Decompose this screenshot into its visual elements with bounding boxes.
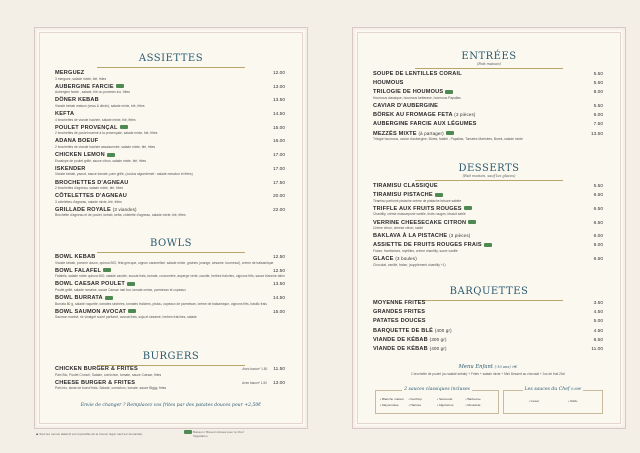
menu-item-extra: (400 gr) xyxy=(434,327,452,333)
menu-item-price: 16.00 xyxy=(272,139,285,145)
menu-item xyxy=(373,346,603,352)
menu-item-row xyxy=(55,166,285,172)
menu-item-price: 4.50 xyxy=(593,328,603,334)
menu-item-price: 3.50 xyxy=(593,301,603,306)
menu-item xyxy=(373,103,603,109)
menu-item-desc: 2 brochettes de viande hachée assaisonnée, salade mixte, blé, frites xyxy=(55,144,156,149)
menu-item-name-text: BÖREK AU FROMAGE FETA xyxy=(373,112,453,119)
halal-icon: ◆ xyxy=(36,432,39,436)
barquettes-list xyxy=(373,300,603,355)
menu-item-price: 6.00 xyxy=(593,113,603,119)
menu-item xyxy=(373,233,603,239)
menu-item-name xyxy=(373,309,425,315)
menu-item-row xyxy=(373,300,603,306)
menu-item-price: 6.50 xyxy=(593,206,603,212)
menu-item xyxy=(55,366,285,377)
menu-item-name-text: AUBERGINE FARCIE AUX LÉGUMES xyxy=(373,121,477,128)
vegetarian-badge-icon xyxy=(184,430,192,434)
sauce-option: • Ketchup xyxy=(408,397,422,401)
vegetarian-badge-icon xyxy=(445,90,453,94)
menu-item-name xyxy=(55,152,115,158)
menu-item xyxy=(55,84,285,95)
menu-item-desc: Pain bio, steak de boeuf frais, Salade, cornichon, tomate, sauce Biggy, frites xyxy=(55,386,167,391)
sauce-option-label: Ketchup xyxy=(410,397,422,401)
menu-item-name xyxy=(373,121,477,127)
menu-item-row xyxy=(55,125,285,131)
menu-item-price: 8.50 xyxy=(593,337,603,343)
menu-item xyxy=(373,220,603,231)
menu-item-name-text: TRIFFLE AUX FRUITS ROUGES xyxy=(373,205,462,212)
menu-item-name-text: CÔTELETTES D'AGNEAU xyxy=(55,193,127,200)
sauces-chef-box xyxy=(503,387,603,414)
vegetarian-badge-icon xyxy=(116,84,124,88)
vegetarian-badge-icon xyxy=(128,309,136,313)
menu-item-name xyxy=(373,103,438,109)
menu-item-name xyxy=(55,281,135,287)
menu-item-name xyxy=(373,318,426,324)
section-title-entrees: ENTRÉES xyxy=(461,51,517,62)
menu-item xyxy=(373,71,603,77)
menu-item-name xyxy=(55,295,113,301)
menu-item xyxy=(55,125,285,136)
sauces-classiques-box xyxy=(375,387,499,414)
menu-item-name-text: CHEESE BURGER & FRITES xyxy=(55,379,136,386)
menu-item-row xyxy=(373,89,603,95)
menu-item xyxy=(373,328,603,334)
sauce-option-label: Moutarde xyxy=(467,403,481,407)
menu-item-row xyxy=(373,309,603,315)
title-divider xyxy=(415,180,563,181)
menu-item-price: 5.50 xyxy=(593,104,603,110)
menu-item xyxy=(55,309,285,320)
menu-item-desc: Brochette d'agneau et de poulet, kebab, kefta, côtelette d'agneau, salade mixte, blé, frites xyxy=(55,213,186,218)
menu-item-price: 12.00 xyxy=(272,71,285,76)
menu-item xyxy=(373,206,603,217)
menu-item-row xyxy=(55,254,285,260)
menu-item-price: 11.50 xyxy=(273,367,285,372)
menu-item-desc: Chantilly, crème mascarpone vanille, fruits rouges, biscuit sablé xyxy=(373,212,466,217)
menu-item xyxy=(55,193,285,204)
menu-item-desc: Viande kebab, pomme douce, quinoa BIO, féta grecque, oignon caramélisé, salade mixte, graines (orange, sésame, tournesol), crème de balsamique xyxy=(55,260,274,265)
menu-item-name xyxy=(373,112,476,118)
menu-item xyxy=(373,112,603,118)
title-divider xyxy=(415,68,563,69)
menu-item-name xyxy=(55,268,111,274)
veg-legend xyxy=(182,430,244,438)
menu-item xyxy=(55,152,285,163)
menu-item-price: 15.00 xyxy=(272,125,285,131)
menu-item-price: 5.50 xyxy=(593,72,603,77)
menu-item-name-text: KEFTA xyxy=(55,111,75,118)
menu-item-row xyxy=(373,131,603,137)
menu-item-name-text: VERRINE CHEESECAKE CITRON xyxy=(373,219,467,226)
vegetarian-badge-icon xyxy=(468,220,476,224)
menu-item-price: 14.50 xyxy=(272,112,285,118)
menu-item-price: 4.50 xyxy=(593,310,603,316)
vegetarian-badge-icon xyxy=(107,153,115,157)
menu-item-name-text: MOYENNE FRITES xyxy=(373,300,426,306)
sauce-option: • Mayonnaise xyxy=(380,403,399,407)
menu-item xyxy=(55,111,285,122)
section-title-barquettes: BARQUETTES xyxy=(449,286,529,297)
veg-legend-sub: Végétarien xyxy=(193,434,208,439)
menu-item-price: 17.50 xyxy=(272,180,285,186)
sauces-chef-price: 0.60€ xyxy=(571,387,582,391)
menu-item-price: 13.00 xyxy=(272,84,285,90)
menu-item-name xyxy=(373,131,454,137)
sauce-option-label: Barbecue xyxy=(467,397,481,401)
menu-enfant-age: (-10 ans) xyxy=(494,365,511,369)
menu-item xyxy=(55,295,285,306)
menu-item-row xyxy=(373,80,603,86)
menu-item-name xyxy=(373,346,447,352)
vegetarian-badge-icon xyxy=(435,193,443,197)
menu-item-price: 6.50 xyxy=(593,220,603,226)
menu-item-price: 11.00 xyxy=(591,346,603,352)
menu-item-name-text: ADANA BOEUF xyxy=(55,138,99,145)
menu-item-name-text: BOWL FALAFEL xyxy=(55,267,102,274)
menu-item-name xyxy=(373,206,472,212)
menu-item-row xyxy=(373,337,603,343)
menu-item-name xyxy=(373,183,438,189)
sweet-potato-note: Envie de changer ? Remplacez vos frites par des patates douces pour +2,50€ xyxy=(80,403,262,408)
menu-item xyxy=(55,180,285,191)
menu-item-row xyxy=(373,328,603,334)
menu-item-desc: Poulet grillé, salade romaine, sauce Caesar maî bur, tomate cerise, parmesan et copeaux xyxy=(55,287,186,292)
veg-legend-text: Boisson / Brevet incluses pour le Chef xyxy=(192,430,244,434)
menu-item-desc: Viande kebab, yaourt, sauce tomate, pain grillé, (coulus alguedemet : salade mesclun et frites) xyxy=(55,172,193,177)
menu-item-price: 7.50 xyxy=(593,122,603,128)
menu-item-desc: Burrata 80 g, salade roquette, tomates séchées, tomates fraîches, pistou, copeaux de parmesan, crème de balsamique, oignons frits, basilic frais xyxy=(55,301,267,306)
menu-item-price: 8.00 xyxy=(593,243,603,249)
menu-item-desc: 2 brochettes de poulet mariné à la provençale, salade mixte, blé, frites xyxy=(55,131,158,136)
menu-item xyxy=(55,70,285,81)
sauce-option: • Samouraï xyxy=(437,397,453,401)
vegetarian-badge-icon xyxy=(127,282,135,286)
vegetarian-badge-icon xyxy=(484,243,492,247)
menu-item-name-text: PATATES DOUCES xyxy=(373,318,426,325)
menu-item-name-text: TIRAMISU PISTACHE xyxy=(373,192,433,199)
menu-item-desc: Aubergine farcie , salade, blé ou pommes lux, frites xyxy=(55,90,130,95)
menu-item-name xyxy=(373,328,452,334)
menu-item-row xyxy=(55,309,285,315)
menu-item-price: 12.50 xyxy=(272,255,285,260)
sauce-option: • Barbecue xyxy=(465,397,481,401)
menu-item xyxy=(55,254,285,265)
menu-item-row xyxy=(55,70,285,76)
menu-item xyxy=(373,337,603,343)
menu-item-row xyxy=(373,318,603,324)
sauces-chef-title: Les sauces du Chef xyxy=(524,387,570,392)
menu-item xyxy=(373,242,603,253)
menu-item-extra: (à partager) xyxy=(418,130,444,136)
section-subtitle-desserts: (Fait maison, sauf les glaces) xyxy=(462,174,516,178)
menu-item-row xyxy=(373,192,603,198)
menu-item-desc: Trilogie houmous, caviar d'aubergine, Börek, falafel , Papallas, Tomates Marinées, Borek, salade mixte xyxy=(373,137,523,142)
sauce-option: • Blanche maison xyxy=(380,397,404,401)
menu-item-row xyxy=(373,121,603,127)
sauce-option: • Algérienne xyxy=(437,403,454,407)
menu-item xyxy=(55,97,285,108)
bowls-list xyxy=(55,254,285,322)
sauce-option-label: Algérienne xyxy=(438,403,454,407)
sauce-option-label: Harissa xyxy=(410,403,421,407)
menu-item-row xyxy=(55,152,285,158)
menu-item-name xyxy=(55,180,129,186)
menu-item-name-text: ISKENDER xyxy=(55,165,86,172)
right-menu-page xyxy=(352,27,626,429)
menu-item-name-text: BOWL KEBAB xyxy=(55,254,96,260)
vegetarian-badge-icon xyxy=(464,206,472,210)
menu-item-name xyxy=(55,125,128,131)
menu-item-row xyxy=(55,207,285,213)
menu-item-price: 5.50 xyxy=(593,81,603,87)
menu-item-name xyxy=(55,84,124,90)
menu-item-desc: Houmous classique, houmous betterave, houmous Papallas xyxy=(373,95,461,100)
menu-item-name-text: AUBERGINE FARCIE xyxy=(55,83,114,90)
menu-item-desc: Saumon mariné, riz vinaigré sucré parfumé, avocat frais, soja et sésame, herbes fraîches, salade xyxy=(55,315,197,320)
menu-item xyxy=(373,300,603,306)
section-title-burgers: BURGERS xyxy=(142,351,200,362)
menu-item-extra: (3 viandes) xyxy=(112,206,137,212)
menu-item xyxy=(55,281,285,292)
menu-item-name xyxy=(55,254,95,260)
menu-item-row xyxy=(373,346,603,352)
menu-item xyxy=(55,207,285,218)
menu-item-name-text: ASSIETTE DE FRUITS ROUGES FRAIS xyxy=(373,242,482,249)
menu-item-row xyxy=(373,183,603,189)
menu-item-name xyxy=(373,242,492,248)
menu-item-row xyxy=(55,366,285,372)
menu-item-name xyxy=(55,193,127,199)
halal-footer-text: Tous les menus Halal (Il est impossible de le trouver légal, sauf sur demande) xyxy=(39,432,143,436)
chef-sauce-option: • Rallu xyxy=(568,399,578,403)
chef-sauce-option: • Cesar xyxy=(528,399,539,403)
menu-item-price: 5.50 xyxy=(593,184,603,189)
menu-item-name xyxy=(373,89,453,95)
menu-item-name-text: GRANDES FRITES xyxy=(373,309,426,316)
menu-item xyxy=(373,318,603,324)
menu-item-price: 17.00 xyxy=(272,153,285,159)
menu-item-name xyxy=(373,256,417,262)
sauces-chef-list xyxy=(514,399,592,403)
menu-item-desc: 3 côtelettes d'agneau, salade mixte, blé, frites xyxy=(55,199,122,204)
menu-item-option: Avec bacon* 1.50 xyxy=(242,380,267,385)
menu-item-row xyxy=(55,84,285,90)
title-divider xyxy=(97,67,245,68)
menu-item-name-text: POULET PROVENÇAL xyxy=(55,124,118,131)
menu-item-name-text: BARQUETTE DE BLÉ xyxy=(373,327,434,334)
menu-item-price: 6.50 xyxy=(593,193,603,199)
menu-item xyxy=(55,138,285,149)
menu-item-desc: Tiramisu parfumé pistache crème de pistache brisure sablée xyxy=(373,198,462,203)
menu-item xyxy=(373,309,603,315)
menu-item-price: 13.50 xyxy=(590,131,603,137)
menu-item-name-text: SOUPE DE LENTILLES CORAIL xyxy=(373,71,462,77)
menu-item-name xyxy=(55,70,84,76)
menu-item-extra: (400 gr) xyxy=(429,345,447,351)
menu-enfant-price: 9€ xyxy=(512,364,518,369)
section-title-bowls: BOWLS xyxy=(149,238,192,249)
menu-item xyxy=(373,131,603,142)
sauces-classiques-list xyxy=(380,397,494,407)
menu-item xyxy=(55,268,285,279)
menu-item xyxy=(55,166,285,177)
menu-item-price: 20.00 xyxy=(272,194,285,200)
menu-item-extra: (3 boules) xyxy=(395,256,417,262)
menu-item-name-text: BOWL SAUMON AVOCAT xyxy=(55,308,127,315)
menu-item-name xyxy=(55,138,98,144)
menu-item-name-text: TRILOGIE DE HOUMOUS xyxy=(373,89,444,96)
sauce-option: • Harissa xyxy=(408,403,421,407)
menu-item-desc: 4 brochettes de viande hachée, salade mixte, blé, frites xyxy=(55,117,136,122)
chef-sauce-option-label: Cesar xyxy=(530,399,539,403)
menu-enfant xyxy=(373,364,603,376)
menu-item-name-text: GRILLADE ROYALE xyxy=(55,206,111,213)
menu-item-name xyxy=(55,380,135,386)
menu-item-price: 15.00 xyxy=(272,309,285,315)
menu-item-name xyxy=(373,220,476,226)
menu-item-row xyxy=(55,380,285,386)
menu-item-row xyxy=(373,233,603,239)
menu-item-name xyxy=(55,207,137,213)
menu-item-desc: Falafels, salade mixte quinoa BIO, salade carotte, avocat frais, tomate, concombre, asperge verte, carotte, herbes fraîches, oignons frits, sauce blanche tahin xyxy=(55,274,285,279)
menu-enfant-desc: 1 brochette de poulet (ou salade kebab) + Frites + salade mixte + Mini Dessert au chocolat + Jus de fruit 20cl xyxy=(411,372,565,376)
menu-item-row xyxy=(55,111,285,117)
menu-item-price: 22.00 xyxy=(272,207,285,213)
sauce-option-label: Blanche maison xyxy=(381,397,404,401)
vegetarian-badge-icon xyxy=(446,131,454,135)
menu-item xyxy=(373,192,603,203)
menu-item-desc: Viande kebab maison (veau & dinde), salade mixte, blé, frites xyxy=(55,103,145,108)
menu-item-row xyxy=(55,138,285,144)
menu-item-name-text: BROCHETTES D'AGNEAU xyxy=(55,179,129,186)
menu-item xyxy=(373,183,603,189)
chef-sauce-option-label: Rallu xyxy=(570,399,578,403)
menu-item-name xyxy=(373,233,470,239)
menu-item-name-text: HOUMOUS xyxy=(373,80,404,87)
menu-item-price: 8.00 xyxy=(593,90,603,96)
menu-item-extra: (300 gr) xyxy=(429,336,447,342)
menu-item-desc: 3 merguez, salade mixte, blé, frites xyxy=(55,76,107,81)
menu-item-row xyxy=(373,112,603,118)
menu-item-desc: Pain Bio, Poulet Crunch, Salade, cornichon, tomate, sauce Caesar, frites xyxy=(55,372,162,377)
menu-item-price: 14.50 xyxy=(272,296,285,302)
menu-item-row xyxy=(373,71,603,77)
burgers-list xyxy=(55,366,285,393)
menu-item-name xyxy=(55,309,136,315)
vegetarian-badge-icon xyxy=(105,296,113,300)
section-title-desserts: DESSERTS xyxy=(458,163,520,174)
menu-item-name-text: BOWL BURRATA xyxy=(55,295,103,302)
menu-item-name-text: VIANDE DE KÉBAB xyxy=(373,345,428,352)
menu-item-row xyxy=(55,193,285,199)
menu-item-name xyxy=(373,337,447,343)
menu-item-price: 13.50 xyxy=(272,98,285,104)
menu-item-name-text: GLACE xyxy=(373,256,394,263)
sauce-option: • Moutarde xyxy=(465,403,481,407)
menu-item-name xyxy=(55,366,138,372)
halal-footer xyxy=(36,432,142,436)
menu-item-name-text: MERGUEZ xyxy=(55,70,85,76)
sauce-option-label: Mayonnaise xyxy=(381,403,399,407)
left-menu-page xyxy=(34,27,308,429)
menu-item-name-text: CHICKEN BURGER & FRITES xyxy=(55,366,138,372)
menu-item-name xyxy=(55,97,99,103)
sauces-classiques-title: 2 sauces classiques incluses xyxy=(404,387,470,392)
menu-item-desc: Fraise, framboises, myrtilles, crème chantilly, sucre vanillé xyxy=(373,248,458,253)
menu-item-name-text: BAKLAVA À LA PISTACHE xyxy=(373,233,448,240)
title-divider xyxy=(97,252,245,253)
menu-item-name-text: DÖNER KEBAB xyxy=(55,97,99,104)
menu-item-desc: Chocolat, vanille, fraise, (supplément chantilly +1) xyxy=(373,262,446,267)
menu-item-row xyxy=(373,220,603,226)
menu-item-name-text: TIRAMISU CLASSIQUE xyxy=(373,183,438,189)
sauce-option-label: Samouraï xyxy=(438,397,453,401)
menu-item-price: 13.00 xyxy=(272,380,285,386)
menu-item-name xyxy=(55,166,86,172)
menu-item xyxy=(373,256,603,267)
menu-item-name-text: VIANDE DE KÉBAB xyxy=(373,336,428,343)
menu-item-price: 5.00 xyxy=(593,319,603,325)
menu-item xyxy=(373,80,603,86)
desserts-list xyxy=(373,183,603,270)
menu-item-extra: (3 pièces) xyxy=(454,112,476,118)
menu-item-row xyxy=(55,295,285,301)
menu-enfant-title: Menu Enfant xyxy=(458,364,493,370)
vegetarian-badge-icon xyxy=(103,268,111,272)
menu-item-option: Avec bacon* 1.50 xyxy=(242,367,268,371)
menu-item-row xyxy=(55,268,285,274)
section-subtitle-entrees: (Fait maison) xyxy=(477,62,501,66)
menu-item-name xyxy=(373,192,443,198)
menu-item-row xyxy=(373,103,603,109)
menu-item-price: 13.50 xyxy=(272,282,285,288)
menu-item-price: 6.50 xyxy=(593,257,603,263)
vegetarian-badge-icon xyxy=(120,125,128,129)
menu-item-name xyxy=(373,300,426,306)
menu-item xyxy=(55,380,285,391)
menu-item-name-text: CHICKEN LEMON xyxy=(55,152,105,159)
menu-item-desc: 2 brochettes d'agneau, salade mixte, blé, frites xyxy=(55,186,124,190)
menu-item-price: 6.00 xyxy=(593,234,603,240)
menu-item-row xyxy=(373,256,603,262)
menu-item-name-text: BOWL CAESAR POULET xyxy=(55,281,126,288)
menu-item-row xyxy=(55,281,285,287)
menu-item-row xyxy=(373,206,603,212)
menu-item-desc: Crème citron, cheese citron, sablé xyxy=(373,226,424,231)
menu-item xyxy=(373,89,603,100)
assiettes-list xyxy=(55,70,285,221)
menu-item-desc: Escalope de poulet grillé, sauce citron, salade mixte, blé, frites xyxy=(55,158,147,163)
menu-item-name xyxy=(373,71,462,77)
section-title-assiettes: ASSIETTES xyxy=(138,53,204,64)
menu-item-row xyxy=(55,97,285,103)
menu-item-extra: (3 pièces) xyxy=(449,233,471,239)
menu-item xyxy=(373,121,603,127)
menu-item-name-text: MEZZÉS MIXTE xyxy=(373,130,417,137)
entrees-list xyxy=(373,71,603,144)
menu-item-price: 12.50 xyxy=(272,268,285,274)
menu-item-row xyxy=(55,180,285,186)
menu-item-row xyxy=(373,242,603,248)
menu-item-price: 17.00 xyxy=(272,166,285,172)
menu-item-name xyxy=(373,80,404,86)
menu-item-name xyxy=(55,111,74,117)
menu-item-name-text: CAVIAR D'AUBERGINE xyxy=(373,103,439,110)
